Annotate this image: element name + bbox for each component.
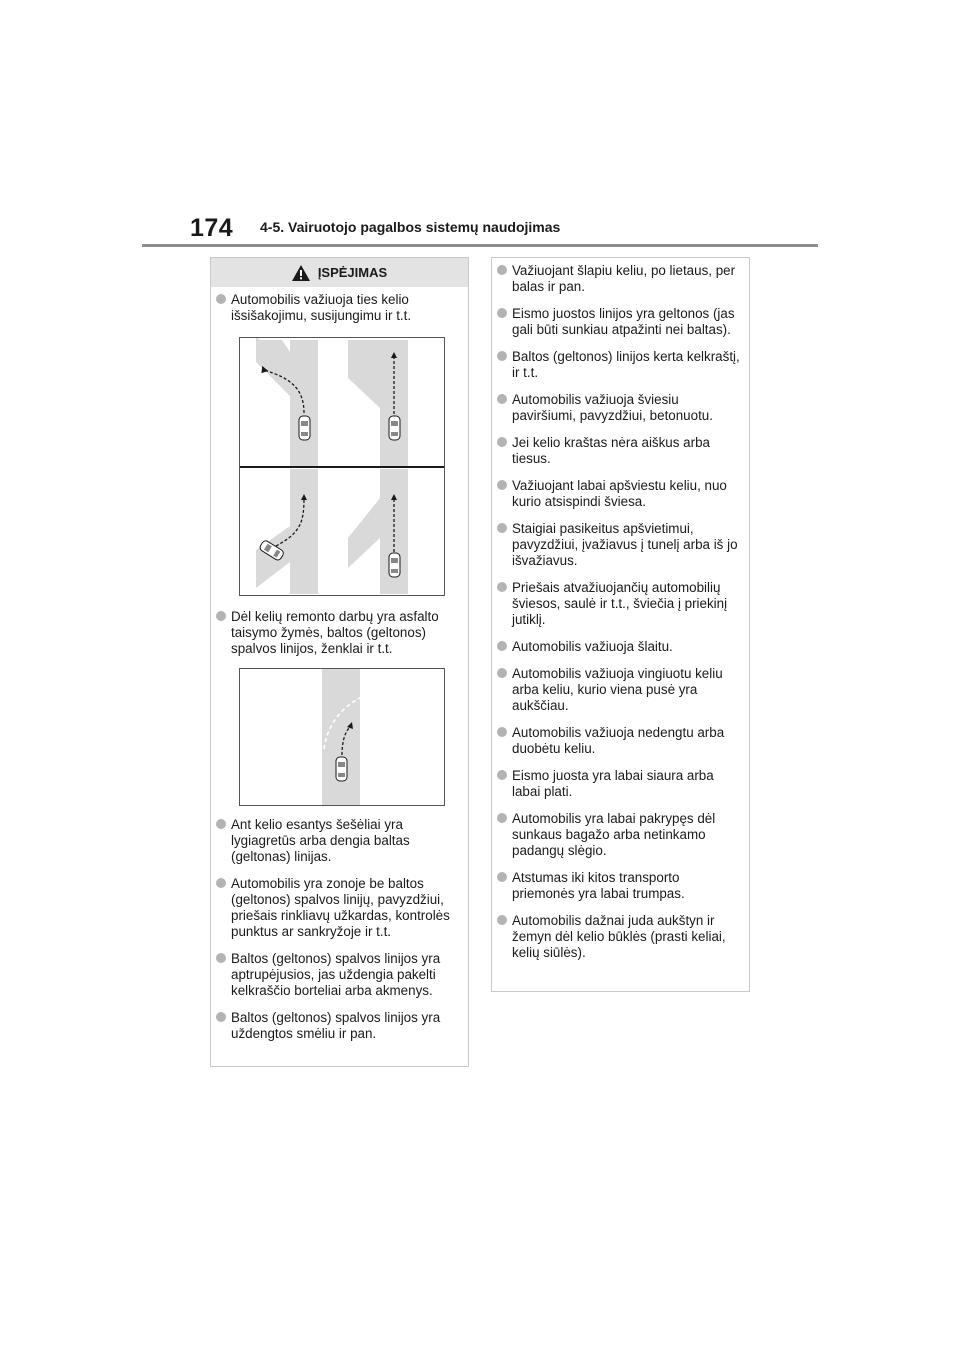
list-item	[213, 292, 462, 324]
list-item	[213, 876, 462, 940]
bullet-icon	[216, 819, 226, 829]
bullet-icon	[497, 351, 507, 361]
list-item	[494, 580, 743, 628]
list-item-text: Baltos (geltonos) spalvos linijos yra uždengtos smėliu ir pan.	[231, 1010, 441, 1041]
list-item	[494, 306, 743, 338]
conditions-panel	[491, 257, 750, 992]
warning-triangle-icon	[292, 265, 310, 281]
bullet-icon	[497, 308, 507, 318]
conditions-list	[492, 258, 749, 961]
road-repair-diagram	[240, 669, 444, 805]
list-item-text: Automobilis važiuoja ties kelio išsišakojimu, susijungimu ir t.t.	[231, 292, 412, 323]
bullet-icon	[216, 294, 226, 304]
bullet-icon	[497, 394, 507, 404]
list-item-text: Automobilis yra zonoje be baltos (geltonos) spalvos linijų, pavyzdžiui, priešais rinkliavų užkardas, kontrolės punktus ar sankryžoje ir t.t.	[231, 876, 450, 939]
bullet-icon	[497, 437, 507, 447]
list-item	[494, 478, 743, 510]
bullet-icon	[216, 1012, 226, 1022]
list-item	[213, 817, 462, 865]
list-item-text: Automobilis dažnai juda aukštyn ir žemyn dėl kelio būklės (prasti keliai, kelių siūlės).	[512, 913, 726, 960]
car-icon	[389, 416, 400, 440]
bullet-icon	[216, 878, 226, 888]
list-item-text: Priešais atvažiuojančių automobilių šviesos, saulė ir t.t., šviečia į priekinį jutiklį.	[512, 580, 728, 627]
header-divider	[142, 244, 818, 247]
list-item-text: Jei kelio kraštas nėra aiškus arba tiesus.	[512, 435, 710, 466]
road-junction-figure	[239, 337, 445, 596]
bullet-icon	[497, 872, 507, 882]
list-item-text: Baltos (geltonos) spalvos linijos yra aptrupėjusios, jas uždengia pakelti kelkraščio borteliai arba akmenys.	[231, 951, 441, 998]
car-icon	[389, 553, 400, 577]
bullet-icon	[497, 813, 507, 823]
bullet-icon	[497, 480, 507, 490]
list-item	[494, 263, 743, 295]
list-item-text: Važiuojant labai apšviestu keliu, nuo kurio atsispindi šviesa.	[512, 478, 727, 509]
bullet-icon	[216, 953, 226, 963]
list-item-text: Staigiai pasikeitus apšvietimui, pavyzdžiui, įvažiavus į tunelį arba iš jo išvažiavus.	[512, 521, 738, 568]
bullet-icon	[216, 611, 226, 621]
warning-header	[211, 258, 468, 287]
list-item	[494, 349, 743, 381]
list-item-text: Ant kelio esantys šešėliai yra lygiagretūs arba dengia baltas (geltonas) linijas.	[231, 817, 410, 864]
list-item	[494, 725, 743, 757]
list-item	[494, 913, 743, 961]
car-icon	[299, 416, 310, 440]
list-item	[494, 870, 743, 902]
list-item-text: Baltos (geltonos) linijos kerta kelkraštį, ir t.t.	[512, 349, 740, 380]
car-icon	[336, 757, 347, 781]
list-item	[494, 521, 743, 569]
list-item-text: Automobilis važiuoja nedengtu arba duobėtu keliu.	[512, 725, 725, 756]
list-item-text: Eismo juostos linijos yra geltonos (jas gali būti sunkiau atpažinti nei baltas).	[512, 306, 735, 337]
bullet-icon	[497, 915, 507, 925]
warning-panel	[210, 257, 469, 1067]
page-number: 174	[190, 214, 234, 242]
bullet-icon	[497, 523, 507, 533]
list-item-text: Automobilis važiuoja šviesiu paviršiumi, pavyzdžiui, betonuotu.	[512, 392, 713, 423]
list-item-text: Dėl kelių remonto darbų yra asfalto taisymo žymės, baltos (geltonos) spalvos linijos, ženklai ir t.t.	[231, 609, 439, 656]
list-item	[213, 609, 462, 657]
list-item-text: Automobilis važiuoja vingiuotu keliu arba keliu, kurio viena pusė yra aukščiau.	[512, 666, 723, 713]
list-item-text: Atstumas iki kitos transporto priemonės yra labai trumpas.	[512, 870, 685, 901]
list-item	[494, 392, 743, 424]
list-item-text: Automobilis yra labai pakrypęs dėl sunkaus bagažo arba netinkamo padangų slėgio.	[512, 811, 716, 858]
list-item	[494, 639, 743, 655]
list-item	[494, 811, 743, 859]
list-item	[494, 666, 743, 714]
road-junction-diagram	[240, 338, 444, 595]
list-item	[213, 1010, 462, 1042]
bullet-icon	[497, 668, 507, 678]
road-repair-marks-figure	[239, 668, 445, 806]
bullet-icon	[497, 770, 507, 780]
list-item	[494, 768, 743, 800]
list-item-text: Važiuojant šlapiu keliu, po lietaus, per balas ir pan.	[512, 263, 736, 294]
bullet-icon	[497, 641, 507, 651]
chapter-title: 4-5. Vairuotojo pagalbos sistemų naudojimas	[260, 219, 561, 235]
warning-body	[211, 287, 468, 1042]
list-item-text: Eismo juosta yra labai siaura arba labai plati.	[512, 768, 714, 799]
list-item	[213, 951, 462, 999]
bullet-icon	[497, 582, 507, 592]
list-item	[494, 435, 743, 467]
bullet-icon	[497, 265, 507, 275]
warning-title: ĮSPĖJIMAS	[317, 265, 388, 280]
bullet-icon	[497, 727, 507, 737]
list-item-text: Automobilis važiuoja šlaitu.	[512, 639, 673, 654]
